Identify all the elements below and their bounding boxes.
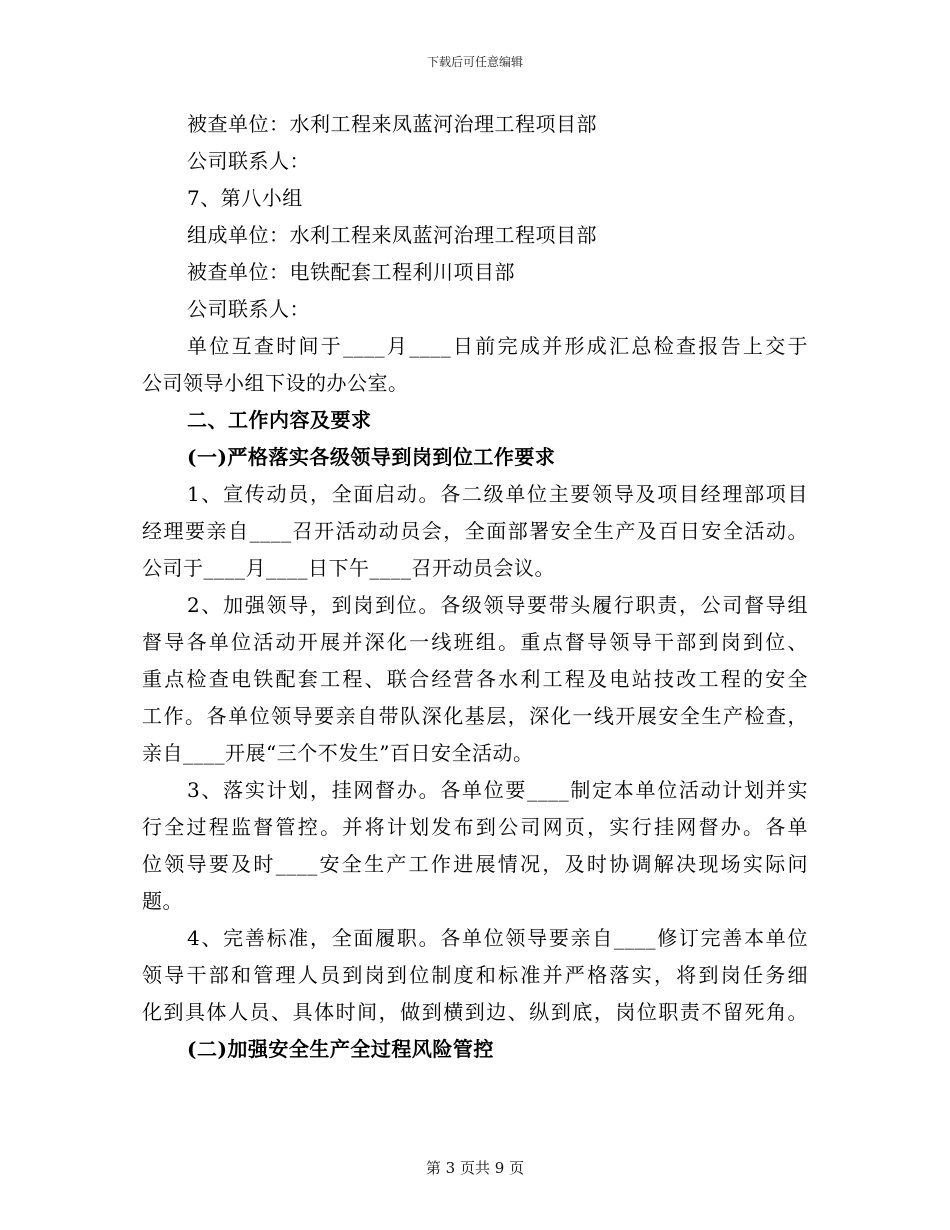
text-line: 公司联系人： [187,297,310,321]
text-line: 公司联系人： [187,149,310,173]
paragraph-line: 公司于____月____日下午____召开动员会议。 [142,556,555,580]
page-header: 下载后可任意编辑 [426,55,523,69]
paragraph-line: 督导各单位活动开展并深化一线班组。重点督导领导干部到岗到位、 [142,630,808,654]
paragraph-line: 题。 [142,889,183,913]
paragraph-line: 重点检查电铁配套工程、联合经营各水利工程及电站技改工程的安全 [142,667,808,691]
section-heading: 二、工作内容及要求 [187,408,372,432]
paragraph-line: 领导干部和管理人员到岗到位制度和标准并严格落实，将到岗任务细 [142,963,808,987]
paragraph-line: 公司领导小组下设的办公室。 [142,371,409,395]
text-line: 组成单位：水利工程来凤蓝河治理工程项目部 [187,223,597,247]
paragraph-line: 化到具体人员、具体时间，做到横到边、纵到底，岗位职责不留死角。 [142,1000,808,1024]
paragraph-line: 位领导要及时____安全生产工作进展情况，及时协调解决现场实际问 [142,852,808,876]
section-heading: (二)加强安全生产全过程风险管控 [187,1037,494,1061]
paragraph-line: 1、宣传动员，全面启动。各二级单位主要领导及项目经理部项目 [187,482,808,506]
paragraph-line: 行全过程监督管控。并将计划发布到公司网页，实行挂网督办。各单 [142,815,808,839]
paragraph-line: 亲自____开展“三个不发生”百日安全活动。 [142,741,534,765]
text-line: 被查单位：电铁配套工程利川项目部 [187,260,515,284]
subsection-title: 7、第八小组 [187,186,303,210]
paragraph-line: 工作。各单位领导要亲自带队深化基层，深化一线开展安全生产检查， [142,704,808,728]
document-body [142,106,808,1068]
paragraph-line: 单位互查时间于____月____日前完成并形成汇总检查报告上交于 [187,334,808,358]
paragraph-line: 经理要亲自____召开活动动员会，全面部署安全生产及百日安全活动。 [142,519,808,543]
page-footer: 第 3 页共 9 页 [425,1159,525,1177]
text-line: 被查单位：水利工程来凤蓝河治理工程项目部 [187,112,597,136]
section-heading: (一)严格落实各级领导到岗到位工作要求 [187,445,556,469]
paragraph-line: 2、加强领导，到岗到位。各级领导要带头履行职责，公司督导组 [187,593,808,617]
paragraph-line: 4、完善标准，全面履职。各单位领导要亲自____修订完善本单位 [187,926,808,950]
paragraph-line: 3、落实计划，挂网督办。各单位要____制定本单位活动计划并实 [187,778,808,802]
